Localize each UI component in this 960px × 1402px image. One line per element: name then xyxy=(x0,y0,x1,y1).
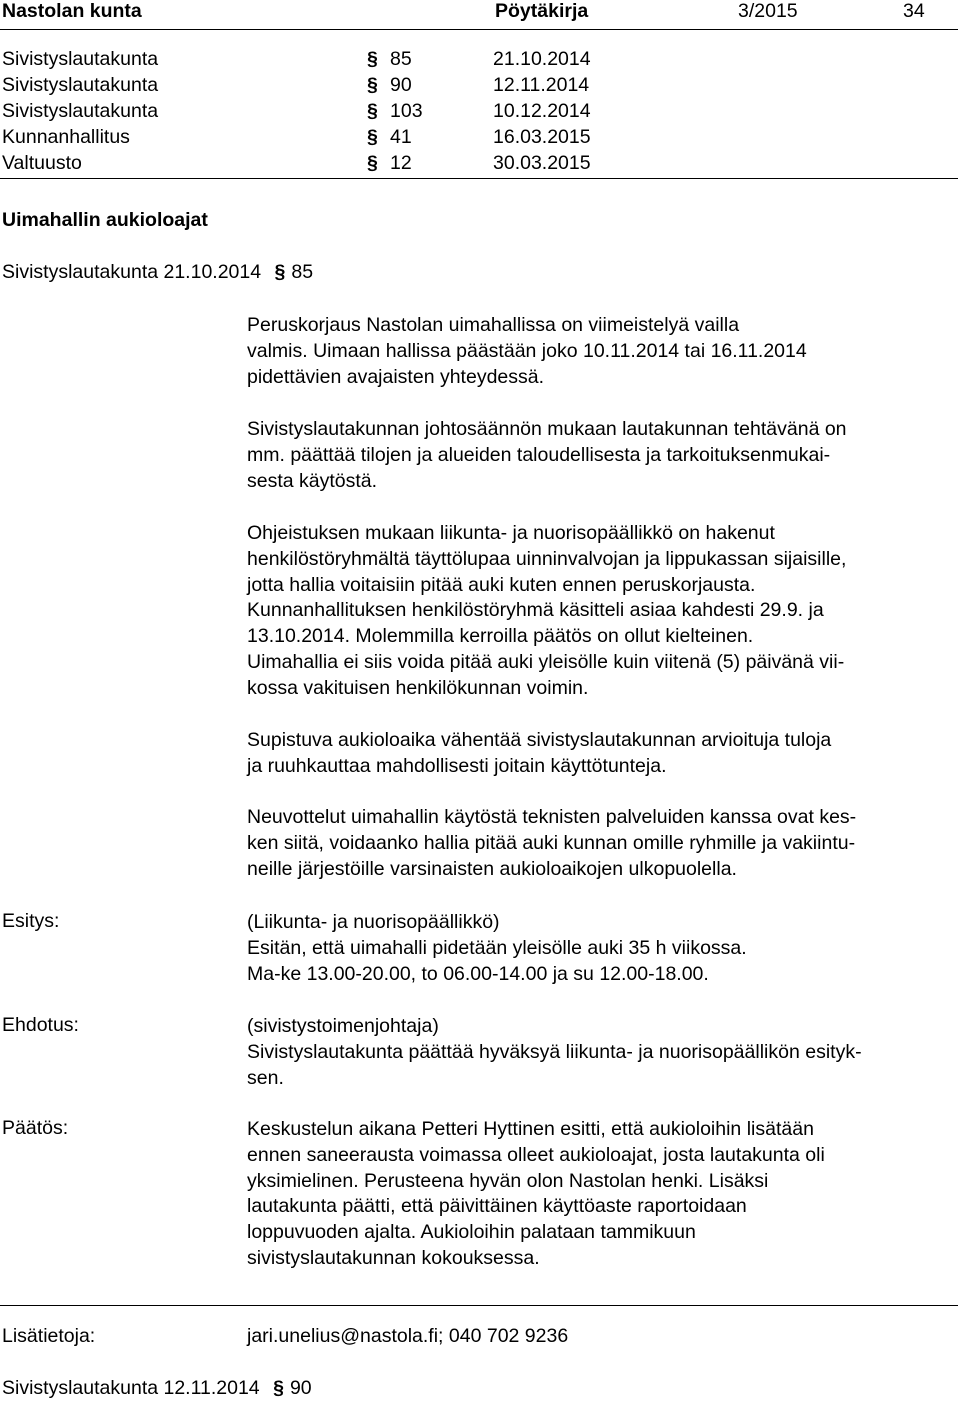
section-symbol-icon: § xyxy=(367,74,378,96)
paatos-line: Keskustelun aikana Petteri Hyttinen esitti, että aukioloihin lisätään xyxy=(247,1118,814,1140)
section-symbol-icon: § xyxy=(273,1377,284,1399)
ehdotus-line: (sivistystoimenjohtaja) xyxy=(247,1015,439,1037)
contact-info: jari.unelius@nastola.fi; 040 702 9236 xyxy=(247,1325,569,1347)
paragraph-line: Peruskorjaus Nastolan uimahallissa on viimeistelyä vailla xyxy=(247,314,740,336)
topic-title: Uimahallin aukioloajat xyxy=(2,209,208,231)
history-number: 103 xyxy=(390,100,423,122)
ehdotus-text xyxy=(247,1014,947,1091)
paragraph-line: mm. päättää tilojen ja alueiden taloudellisesta ja tarkoituksenmukai- xyxy=(247,443,831,466)
body-paragraph xyxy=(247,313,947,390)
meeting-reference-number: 85 xyxy=(291,261,314,283)
paragraph-line: jotta hallia voitaisiin pitää auki kuten ennen peruskorjausta. xyxy=(247,573,756,596)
history-body: Valtuusto xyxy=(2,152,82,174)
paragraph-line: Sivistyslautakunnan johtosäännön mukaan lautakunnan tehtävänä on xyxy=(247,418,847,440)
history-body: Sivistyslautakunta xyxy=(2,48,159,70)
body-paragraph xyxy=(247,805,947,882)
paatos-label: Päätös: xyxy=(2,1117,69,1139)
history-number: 85 xyxy=(390,48,412,70)
history-body: Sivistyslautakunta xyxy=(2,74,159,96)
page-number: 34 xyxy=(903,0,925,22)
section-symbol-icon: § xyxy=(367,100,378,122)
header-divider xyxy=(0,29,958,30)
history-number: 90 xyxy=(390,74,412,96)
body-paragraph xyxy=(247,728,947,780)
paragraph-line: ken siitä, voidaanko hallia pitää auki kunnan omille ryhmille ja vakiintu- xyxy=(247,831,856,854)
paragraph-line: kossa vakituisen henkilökunnan voimin. xyxy=(247,676,589,699)
paatos-line: loppuvuoden ajalta. Aukioloihin palataan tammikuun xyxy=(247,1221,696,1244)
paragraph-line: sesta käytöstä. xyxy=(247,469,378,492)
body-paragraph xyxy=(247,521,947,702)
meeting-reference-text: Sivistyslautakunta 21.10.2014 xyxy=(2,261,262,283)
paatos-line: ennen saneerausta voimassa olleet aukioloajat, josta lautakunta oli xyxy=(247,1143,825,1166)
footer-reference xyxy=(2,1377,312,1400)
history-number: 41 xyxy=(390,126,412,148)
body-paragraph xyxy=(247,417,947,494)
esitys-line: Ma-ke 13.00-20.00, to 06.00-14.00 ja su 12.00-18.00. xyxy=(247,962,709,985)
section-symbol-icon: § xyxy=(367,126,378,148)
paragraph-line: 13.10.2014. Molemmilla kerroilla päätös on ollut kielteinen. xyxy=(247,625,754,648)
ehdotus-line: sen. xyxy=(247,1066,284,1089)
paatos-line: sivistyslautakunnan kokouksessa. xyxy=(247,1246,540,1269)
paragraph-line: Uimahallia ei siis voida pitää auki yleisölle kuin viitenä (5) päivänä vii- xyxy=(247,650,845,673)
paatos-line: yksimielinen. Perusteena hyvän olon Nastolan henki. Lisäksi xyxy=(247,1169,769,1192)
esitys-text xyxy=(247,910,947,987)
footer-reference-text: Sivistyslautakunta 12.11.2014 xyxy=(2,1377,260,1399)
meeting-reference xyxy=(2,261,313,284)
paragraph-line: valmis. Uimaan hallissa päästään joko 10.11.2014 tai 16.11.2014 xyxy=(247,339,807,362)
history-date: 12.11.2014 xyxy=(493,74,590,96)
paragraph-line: Supistuva aukioloaika vähentää sivistyslautakunnan arvioituja tuloja xyxy=(247,729,832,751)
paragraph-line: ja ruuhkauttaa mahdollisesti joitain käyttötunteja. xyxy=(247,754,667,777)
footer-divider xyxy=(0,1305,958,1306)
footer-reference-number: 90 xyxy=(289,1377,312,1399)
esitys-label: Esitys: xyxy=(2,910,60,932)
esitys-line: (Liikunta- ja nuorisopäällikkö) xyxy=(247,911,500,933)
ehdotus-label: Ehdotus: xyxy=(2,1014,79,1036)
paragraph-line: neille järjestöille varsinaisten aukioloaikojen ulkopuolella. xyxy=(247,857,737,880)
history-divider xyxy=(0,178,958,179)
paragraph-line: Neuvottelut uimahallin käytöstä teknisten palveluiden kanssa ovat kes- xyxy=(247,806,857,828)
history-body: Kunnanhallitus xyxy=(2,126,130,148)
paragraph-line: Ohjeistuksen mukaan liikunta- ja nuorisopäällikkö on hakenut xyxy=(247,522,775,544)
paragraph-line: henkilöstöryhmältä täyttölupaa uinninvalvojan ja lippukassan sijaisille, xyxy=(247,547,847,570)
paragraph-line: pidettävien avajaisten yhteydessä. xyxy=(247,365,545,388)
ehdotus-line: Sivistyslautakunta päättää hyväksyä liikunta- ja nuorisopäällikön esityk- xyxy=(247,1040,862,1063)
history-number: 12 xyxy=(390,152,412,174)
history-date: 30.03.2015 xyxy=(493,152,591,174)
section-symbol-icon: § xyxy=(367,152,378,174)
paatos-text xyxy=(247,1117,947,1272)
paragraph-line: Kunnanhallituksen henkilöstöryhmä käsitteli asiaa kahdesti 29.9. ja xyxy=(247,599,824,622)
organization-name: Nastolan kunta xyxy=(2,0,142,22)
esitys-line: Esitän, että uimahalli pidetään yleisölle auki 35 h viikossa. xyxy=(247,936,747,959)
document-type: Pöytäkirja xyxy=(495,0,589,22)
history-date: 10.12.2014 xyxy=(493,100,591,122)
document-number: 3/2015 xyxy=(738,0,798,22)
section-symbol-icon: § xyxy=(367,48,378,70)
paatos-line: lautakunta päätti, että päivittäinen käyttöaste raportoidaan xyxy=(247,1195,747,1218)
lisatietoja-label: Lisätietoja: xyxy=(2,1325,96,1347)
history-body: Sivistyslautakunta xyxy=(2,100,159,122)
history-date: 21.10.2014 xyxy=(493,48,591,70)
section-symbol-icon: § xyxy=(274,261,286,283)
history-date: 16.03.2015 xyxy=(493,126,591,148)
